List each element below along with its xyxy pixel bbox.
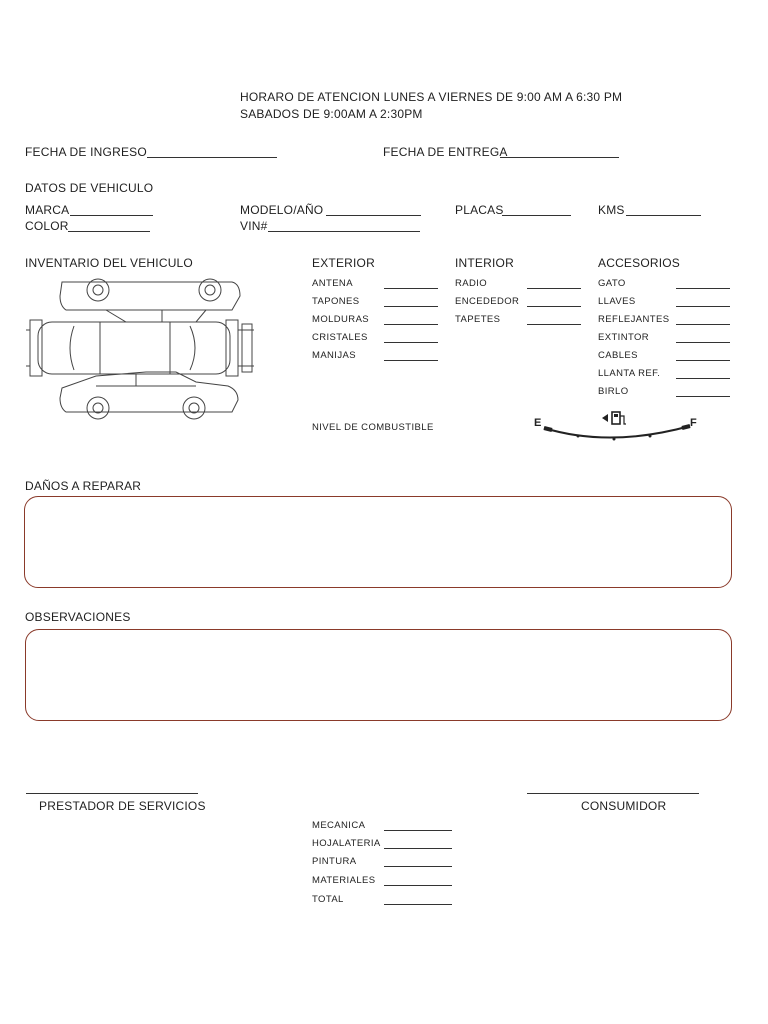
fuel-full-label: F (690, 417, 697, 429)
fuel-level-label: NIVEL DE COMBUSTIBLE (312, 422, 434, 433)
modelo-label: MODELO/AÑO (240, 203, 324, 217)
marca-line[interactable] (70, 215, 153, 216)
exterior-line[interactable] (384, 306, 438, 307)
exterior-item: CRISTALES (312, 332, 368, 343)
interior-line[interactable] (527, 324, 581, 325)
exterior-line[interactable] (384, 342, 438, 343)
fecha-ingreso-line[interactable] (147, 157, 277, 158)
accesorio-item: EXTINTOR (598, 332, 650, 343)
accesorio-item: LLANTA REF. (598, 368, 661, 379)
accesorio-line[interactable] (676, 396, 730, 397)
danos-title: DAÑOS A REPARAR (25, 479, 142, 493)
cost-line[interactable] (384, 904, 452, 905)
accesorios-title: ACCESORIOS (598, 256, 681, 270)
accesorio-item: LLAVES (598, 296, 636, 307)
schedule-saturdays: SABADOS DE 9:00AM A 2:30PM (240, 107, 423, 121)
signature-line-consumidor[interactable] (527, 793, 699, 794)
placas-label: PLACAS (455, 203, 504, 217)
interior-item: TAPETES (455, 314, 501, 325)
fecha-ingreso-label: FECHA DE INGRESO (25, 145, 147, 159)
accesorio-line[interactable] (676, 360, 730, 361)
accesorio-line[interactable] (676, 306, 730, 307)
color-line[interactable] (68, 231, 150, 232)
kms-label: KMS (598, 203, 625, 217)
color-label: COLOR (25, 219, 69, 233)
kms-line[interactable] (626, 215, 701, 216)
signature-line-prestador[interactable] (26, 793, 198, 794)
exterior-title: EXTERIOR (312, 256, 375, 270)
cost-item: TOTAL (312, 894, 344, 905)
accesorio-item: GATO (598, 278, 626, 289)
datos-vehiculo-title: DATOS DE VEHICULO (25, 181, 154, 195)
cost-item: MECANICA (312, 820, 366, 831)
exterior-item: MANIJAS (312, 350, 356, 361)
interior-item: RADIO (455, 278, 488, 289)
car-diagram-icon (26, 276, 258, 422)
fuel-empty-label: E (534, 417, 542, 429)
placas-line[interactable] (502, 215, 571, 216)
observaciones-title: OBSERVACIONES (25, 610, 131, 624)
interior-item: ENCEDEDOR (455, 296, 520, 307)
interior-title: INTERIOR (455, 256, 514, 270)
vin-label: VIN# (240, 219, 268, 233)
marca-label: MARCA (25, 203, 70, 217)
interior-line[interactable] (527, 306, 581, 307)
cost-line[interactable] (384, 885, 452, 886)
accesorio-line[interactable] (676, 288, 730, 289)
exterior-item: ANTENA (312, 278, 353, 289)
accesorio-item: BIRLO (598, 386, 629, 397)
exterior-line[interactable] (384, 324, 438, 325)
fuel-gauge-icon[interactable] (530, 408, 710, 444)
consumidor-label: CONSUMIDOR (581, 799, 667, 813)
cost-line[interactable] (384, 866, 452, 867)
accesorio-line[interactable] (676, 342, 730, 343)
cost-item: PINTURA (312, 856, 357, 867)
fecha-entrega-line[interactable] (500, 157, 619, 158)
cost-line[interactable] (384, 830, 452, 831)
accesorio-line[interactable] (676, 324, 730, 325)
exterior-line[interactable] (384, 360, 438, 361)
cost-item: HOJALATERIA (312, 838, 381, 849)
inventario-title: INVENTARIO DEL VEHICULO (25, 256, 193, 270)
fecha-entrega-label: FECHA DE ENTREGA (383, 145, 508, 159)
interior-line[interactable] (527, 288, 581, 289)
schedule-weekdays: HORARO DE ATENCION LUNES A VIERNES DE 9:00 AM A 6:30 PM (240, 90, 623, 104)
danos-textarea[interactable] (24, 496, 732, 588)
accesorio-item: REFLEJANTES (598, 314, 670, 325)
prestador-label: PRESTADOR DE SERVICIOS (39, 799, 206, 813)
modelo-line[interactable] (326, 215, 421, 216)
accesorio-item: CABLES (598, 350, 638, 361)
cost-item: MATERIALES (312, 875, 376, 886)
accesorio-line[interactable] (676, 378, 730, 379)
vin-line[interactable] (268, 231, 420, 232)
cost-line[interactable] (384, 848, 452, 849)
exterior-line[interactable] (384, 288, 438, 289)
observaciones-textarea[interactable] (25, 629, 732, 721)
exterior-item: TAPONES (312, 296, 360, 307)
exterior-item: MOLDURAS (312, 314, 370, 325)
